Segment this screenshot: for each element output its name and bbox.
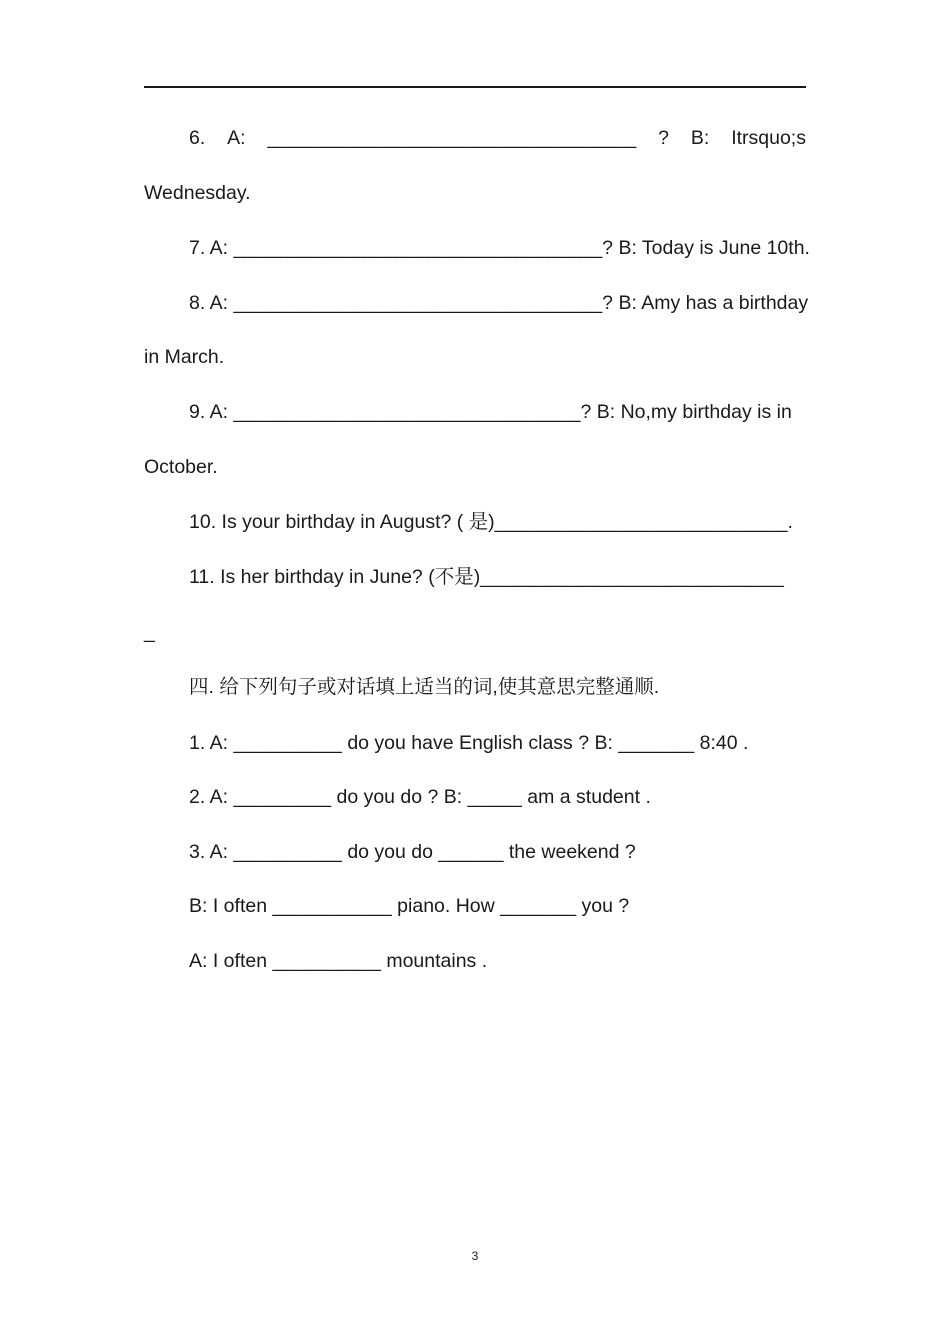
q8-continuation: in March. — [144, 346, 225, 368]
q6-question-mark: ? — [658, 127, 669, 149]
question-8: 8. A: __________________________________? B: Amy has a birthday — [189, 292, 809, 314]
q6-blank: __________________________________ — [267, 127, 637, 149]
q6-b-label: B: — [690, 127, 710, 149]
question-10: 10. Is your birthday in August? ( 是)___________________________. — [189, 511, 793, 533]
q9-continuation: October. — [144, 456, 218, 478]
question-7: 7. A: __________________________________? B: Today is June 10th. — [189, 237, 810, 259]
section-4-item-3-b: B: I often ___________ piano. How _______ you ? — [189, 895, 630, 917]
page-number: 3 — [471, 1249, 479, 1263]
q6-answer: Itrsquo;s — [731, 127, 806, 149]
q6-a-label: A: — [227, 127, 246, 149]
section-4-item-1: 1. A: __________ do you have English class ? B: _______ 8:40 . — [189, 732, 749, 754]
section-4-item-3-c: A: I often __________ mountains . — [189, 950, 488, 972]
top-rule — [144, 86, 806, 88]
q6-number: 6. — [189, 127, 206, 149]
section-4-item-3: 3. A: __________ do you do ______ the weekend ? — [189, 841, 636, 863]
section-4-item-2: 2. A: _________ do you do ? B: _____ am a student . — [189, 786, 651, 808]
q6-continuation: Wednesday. — [144, 182, 251, 204]
question-6-line — [189, 125, 806, 151]
question-9: 9. A: ________________________________? B: No,my birthday is in — [189, 401, 792, 423]
section-4-title: 四. 给下列句子或对话填上适当的词,使其意思完整通顺. — [189, 676, 660, 698]
q11-continuation: _ — [144, 621, 155, 643]
question-11: 11. Is her birthday in June? (不是)____________________________ — [189, 566, 784, 588]
